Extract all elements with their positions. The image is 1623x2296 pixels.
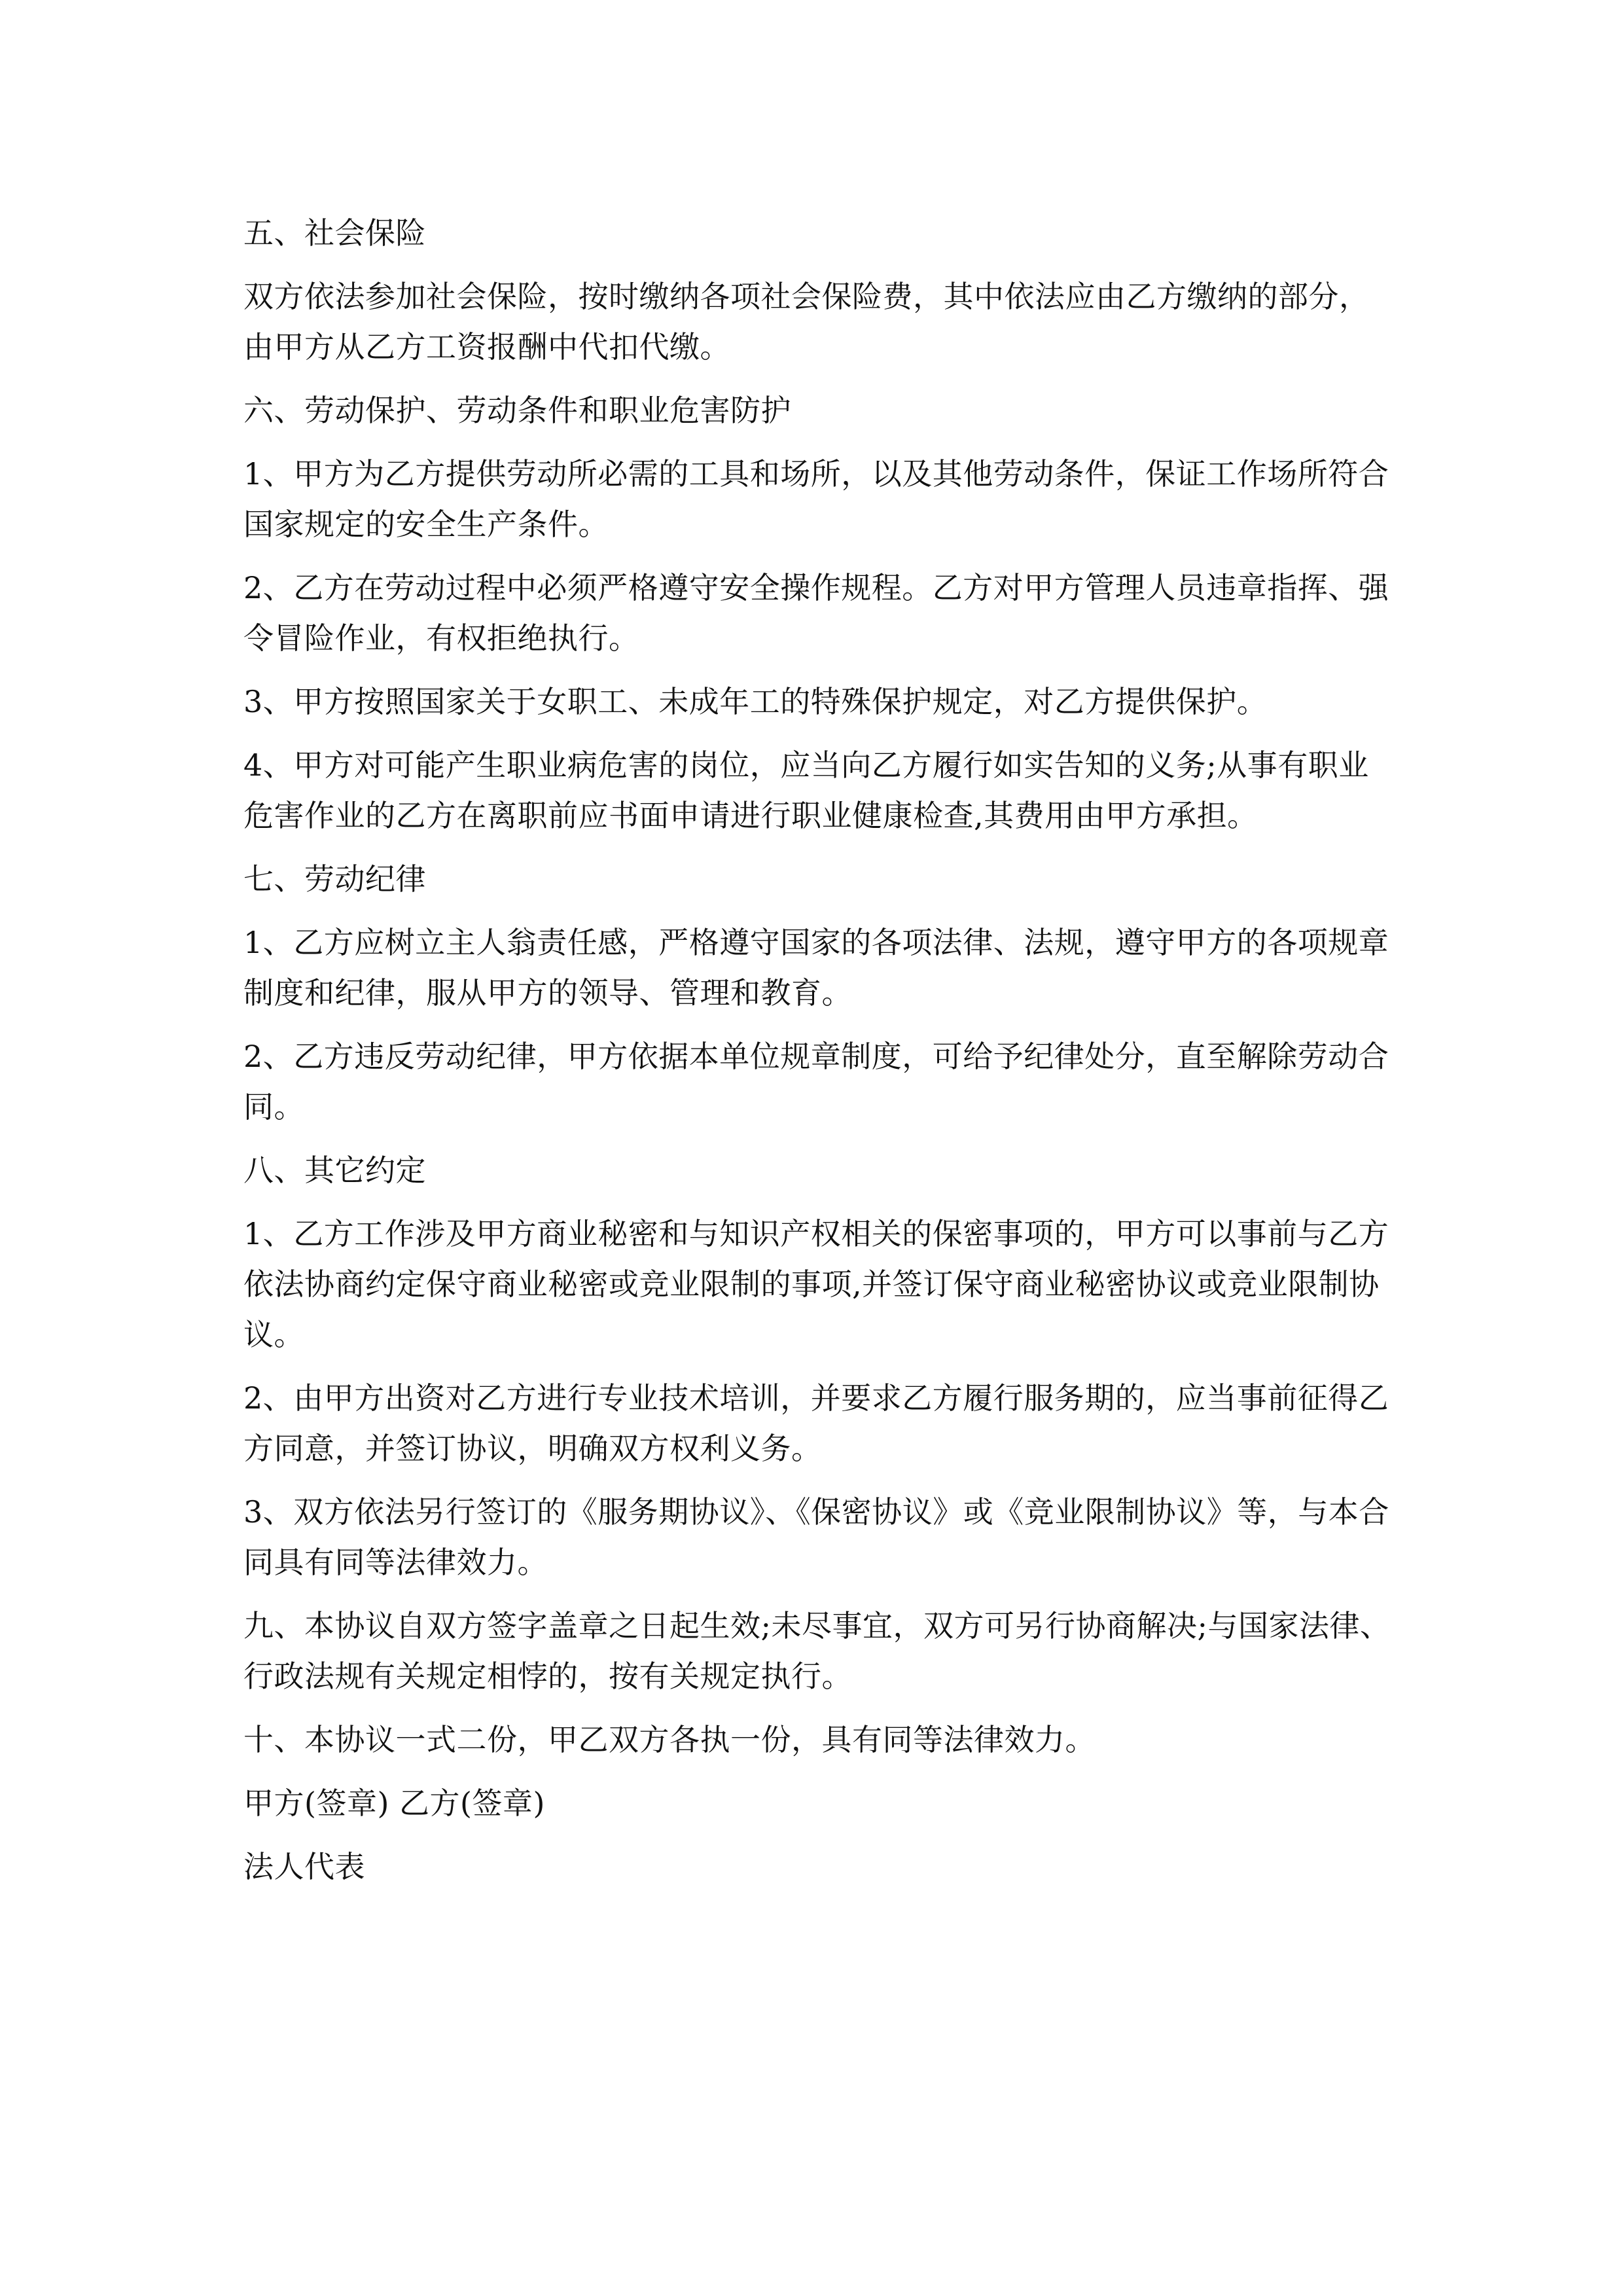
paragraph-other-3: 3、双方依法另行签订的《服务期协议》、《保密协议》或《竞业限制协议》等，与本合同具有同等法律效力。: [243, 1494, 1389, 1580]
paragraph-protection-3: 3、甲方按照国家关于女职工、未成年工的特殊保护规定，对乙方提供保护。: [243, 684, 1268, 719]
section-heading-other-terms: 八、其它约定: [243, 1153, 426, 1188]
paragraph-protection-2: 2、乙方在劳动过程中必须严格遵守安全操作规程。乙方对甲方管理人员违章指挥、强令冒险作业，有权拒绝执行。: [243, 570, 1389, 656]
section-heading-labor-protection: 六、劳动保护、劳动条件和职业危害防护: [243, 393, 791, 428]
paragraph-discipline-2: 2、乙方违反劳动纪律，甲方依据本单位规章制度，可给予纪律处分，直至解除劳动合同。: [243, 1039, 1389, 1124]
signature-parties: 甲方(签章) 乙方(签章): [243, 1785, 545, 1821]
section-heading-social-insurance: 五、社会保险: [243, 215, 426, 251]
paragraph-protection-4: 4、甲方对可能产生职业病危害的岗位，应当向乙方履行如实告知的义务;从事有职业危害作业的乙方在离职前应书面申请进行职业健康检查,其费用由甲方承担。: [243, 747, 1369, 833]
paragraph-other-2: 2、由甲方出资对乙方进行专业技术培训，并要求乙方履行服务期的，应当事前征得乙方同意，并签订协议，明确双方权利义务。: [243, 1380, 1389, 1466]
paragraph-social-insurance: 双方依法参加社会保险，按时缴纳各项社会保险费，其中依法应由乙方缴纳的部分，由甲方从乙方工资报酬中代扣代缴。: [243, 279, 1370, 365]
paragraph-effective-date: 九、本协议自双方签字盖章之日起生效;未尽事宜，双方可另行协商解决;与国家法律、行政法规有关规定相悖的，按有关规定执行。: [243, 1608, 1391, 1694]
legal-representative: 法人代表: [243, 1849, 365, 1884]
paragraph-other-1: 1、乙方工作涉及甲方商业秘密和与知识产权相关的保密事项的，甲方可以事前与乙方依法协商约定保守商业秘密或竞业限制的事项,并签订保守商业秘密协议或竞业限制协议。: [243, 1216, 1389, 1352]
paragraph-discipline-1: 1、乙方应树立主人翁责任感，严格遵守国家的各项法律、法规，遵守甲方的各项规章制度和纪律，服从甲方的领导、管理和教育。: [243, 925, 1389, 1011]
document-body: [243, 208, 1395, 1905]
paragraph-copies: 十、本协议一式二份，甲乙双方各执一份，具有同等法律效力。: [243, 1722, 1096, 1757]
section-heading-labor-discipline: 七、劳动纪律: [243, 861, 426, 897]
paragraph-protection-1: 1、甲方为乙方提供劳动所必需的工具和场所，以及其他劳动条件，保证工作场所符合国家规定的安全生产条件。: [243, 456, 1389, 542]
